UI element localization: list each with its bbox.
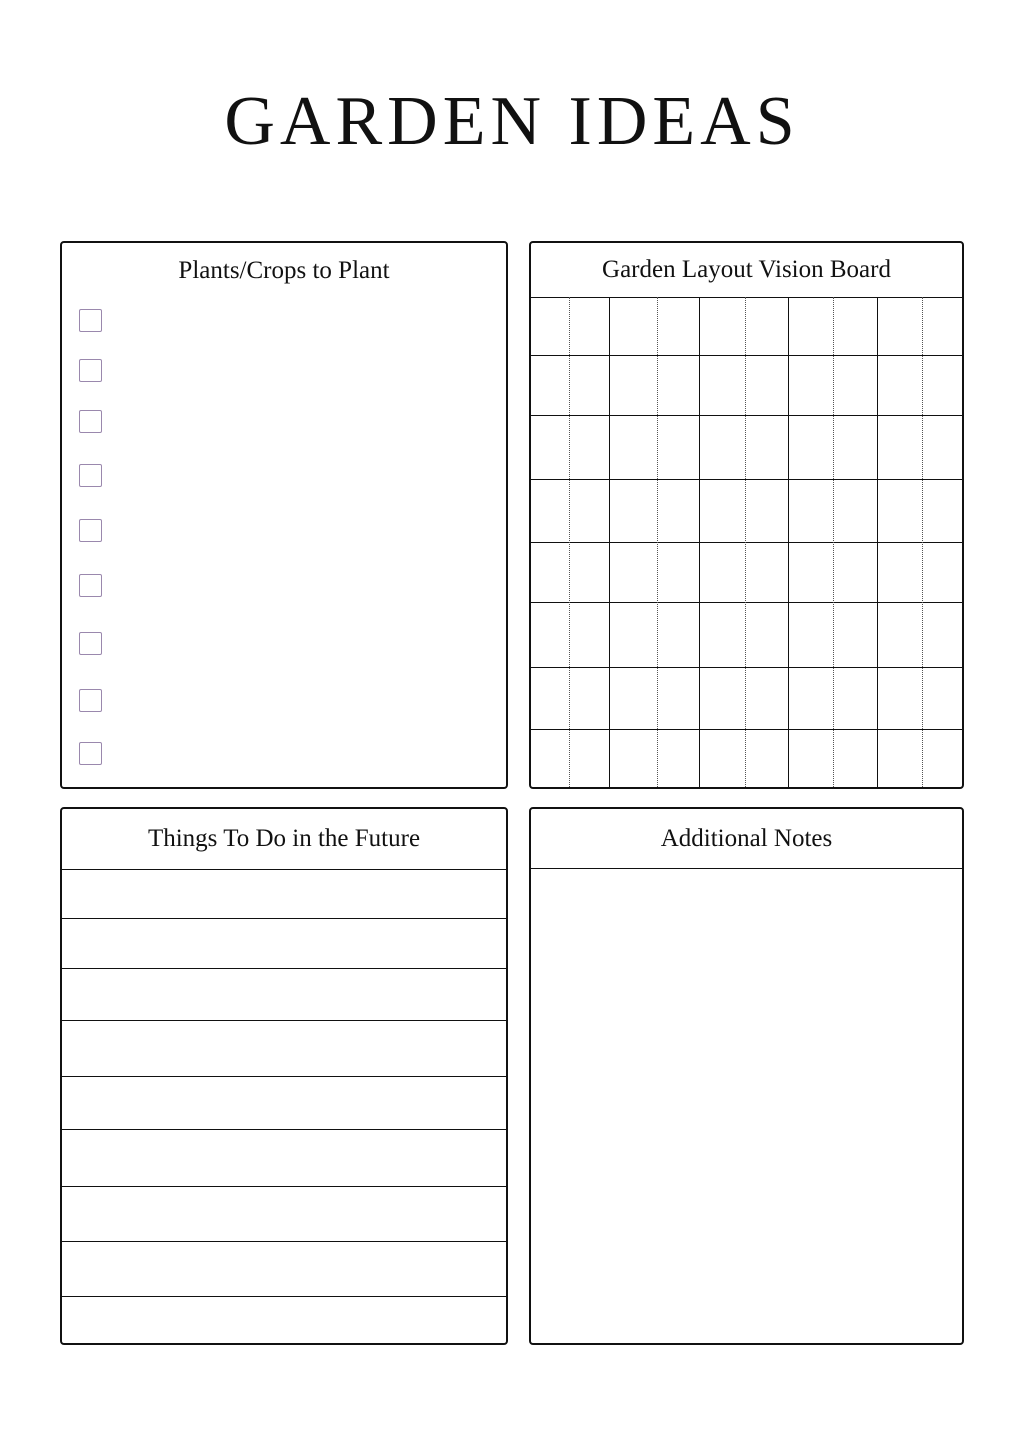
grid-row-line [531, 667, 962, 668]
page-title: GARDEN IDEAS [224, 83, 800, 160]
grid-column-line [609, 297, 610, 787]
notes-panel [529, 807, 964, 1345]
todo-line[interactable] [62, 1186, 506, 1187]
grid-column-line [788, 297, 789, 787]
plant-checkbox[interactable] [79, 359, 102, 382]
plant-checkbox[interactable] [79, 632, 102, 655]
layout-panel [529, 241, 964, 789]
grid-dotted-line [657, 297, 658, 787]
grid-row-line [531, 729, 962, 730]
plant-checkbox[interactable] [79, 574, 102, 597]
grid-column-line [699, 297, 700, 787]
notes-heading: Additional Notes [660, 825, 833, 852]
grid-dotted-line [833, 297, 834, 787]
todo-line[interactable] [62, 968, 506, 969]
future-heading: Things To Do in the Future [147, 825, 421, 852]
notes-area[interactable] [531, 870, 962, 1343]
grid-row-line [531, 415, 962, 416]
layout-grid[interactable] [531, 297, 962, 787]
grid-dotted-line [922, 297, 923, 787]
todo-line[interactable] [62, 1020, 506, 1021]
plant-checkbox[interactable] [79, 742, 102, 765]
todo-line[interactable] [62, 1076, 506, 1077]
plant-checkbox[interactable] [79, 309, 102, 332]
grid-row-line [531, 297, 962, 298]
future-panel [60, 807, 508, 1345]
todo-line[interactable] [62, 918, 506, 919]
plant-checkbox[interactable] [79, 410, 102, 433]
grid-row-line [531, 542, 962, 543]
notes-divider [531, 868, 962, 869]
plant-checkbox[interactable] [79, 519, 102, 542]
todo-line[interactable] [62, 1296, 506, 1297]
plants-heading: Plants/Crops to Plant [178, 257, 390, 284]
grid-dotted-line [569, 297, 570, 787]
plant-checkbox[interactable] [79, 464, 102, 487]
todo-line[interactable] [62, 1241, 506, 1242]
layout-heading: Garden Layout Vision Board [602, 256, 891, 283]
grid-column-line [877, 297, 878, 787]
grid-row-line [531, 479, 962, 480]
plant-checkbox[interactable] [79, 689, 102, 712]
todo-line[interactable] [62, 1129, 506, 1130]
grid-row-line [531, 355, 962, 356]
grid-dotted-line [745, 297, 746, 787]
todo-line[interactable] [62, 869, 506, 870]
grid-row-line [531, 602, 962, 603]
plants-panel [60, 241, 508, 789]
